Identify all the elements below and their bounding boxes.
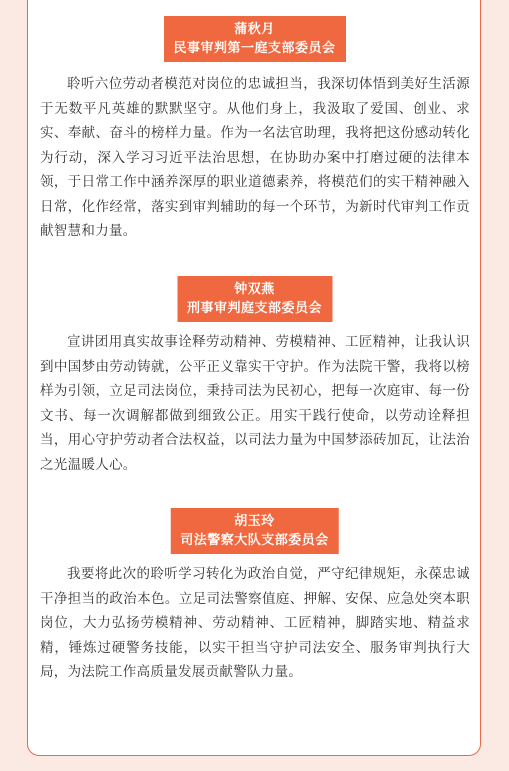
person-name: 蒲秋月 bbox=[234, 22, 275, 37]
section-header bbox=[170, 508, 339, 554]
section-text: 宣讲团用真实故事诠释劳动精神、劳模精神、工匠精神，让我认识到中国梦由劳动铸就，公平正义靠实干守护。作为法院干警，我将以榜样为引领，立足司法岗位，秉持司法为民初心，把每一次庭审、每一份文书、每一次调解都做到细致公正。用实干践行使命，以劳动诠释担当，用心守护劳动者合法权益，以司法力量为中国梦添砖加瓦，让法治之光温暖人心。 bbox=[40, 334, 470, 473]
organization-name: 刑事审判庭支部委员会 bbox=[186, 301, 323, 316]
organization-name: 司法警察大队支部委员会 bbox=[180, 533, 329, 548]
organization-name: 民事审判第一庭支部委员会 bbox=[173, 41, 336, 56]
section-header bbox=[163, 16, 345, 62]
person-name: 钟双燕 bbox=[234, 282, 275, 297]
section-text: 聆听六位劳动者模范对岗位的忠诚担当，我深切体悟到美好生活源于无数平凡英雄的默默坚守。从他们身上，我汲取了爱国、创业、求实、奉献、奋斗的榜样力量。作为一名法官助理，我将把这份感动转化为行动，深入学习习近平法治思想，在协助办案中打磨过硬的法律本领，于日常工作中涵养深厚的职业道德素养，将模范们的实干精神融入日常，化作经常，落实到审判辅助的每一个环节，为新时代审判工作贡献智慧和力量。 bbox=[40, 76, 470, 239]
section-text: 我要将此次的聆听学习转化为政治自觉，严守纪律规矩，永葆忠诚干净担当的政治本色。立足司法警察值庭、押解、安保、应急处突本职岗位，大力弘扬劳模精神、劳动精神、工匠精神，脚踏实地、精益求精，锤炼过硬警务技能，以实干担当守护司法安全、服务审判执行大局，为法院工作高质量发展贡献警队力量。 bbox=[40, 566, 470, 680]
section-header bbox=[177, 276, 332, 322]
person-name: 胡玉玲 bbox=[234, 514, 275, 529]
